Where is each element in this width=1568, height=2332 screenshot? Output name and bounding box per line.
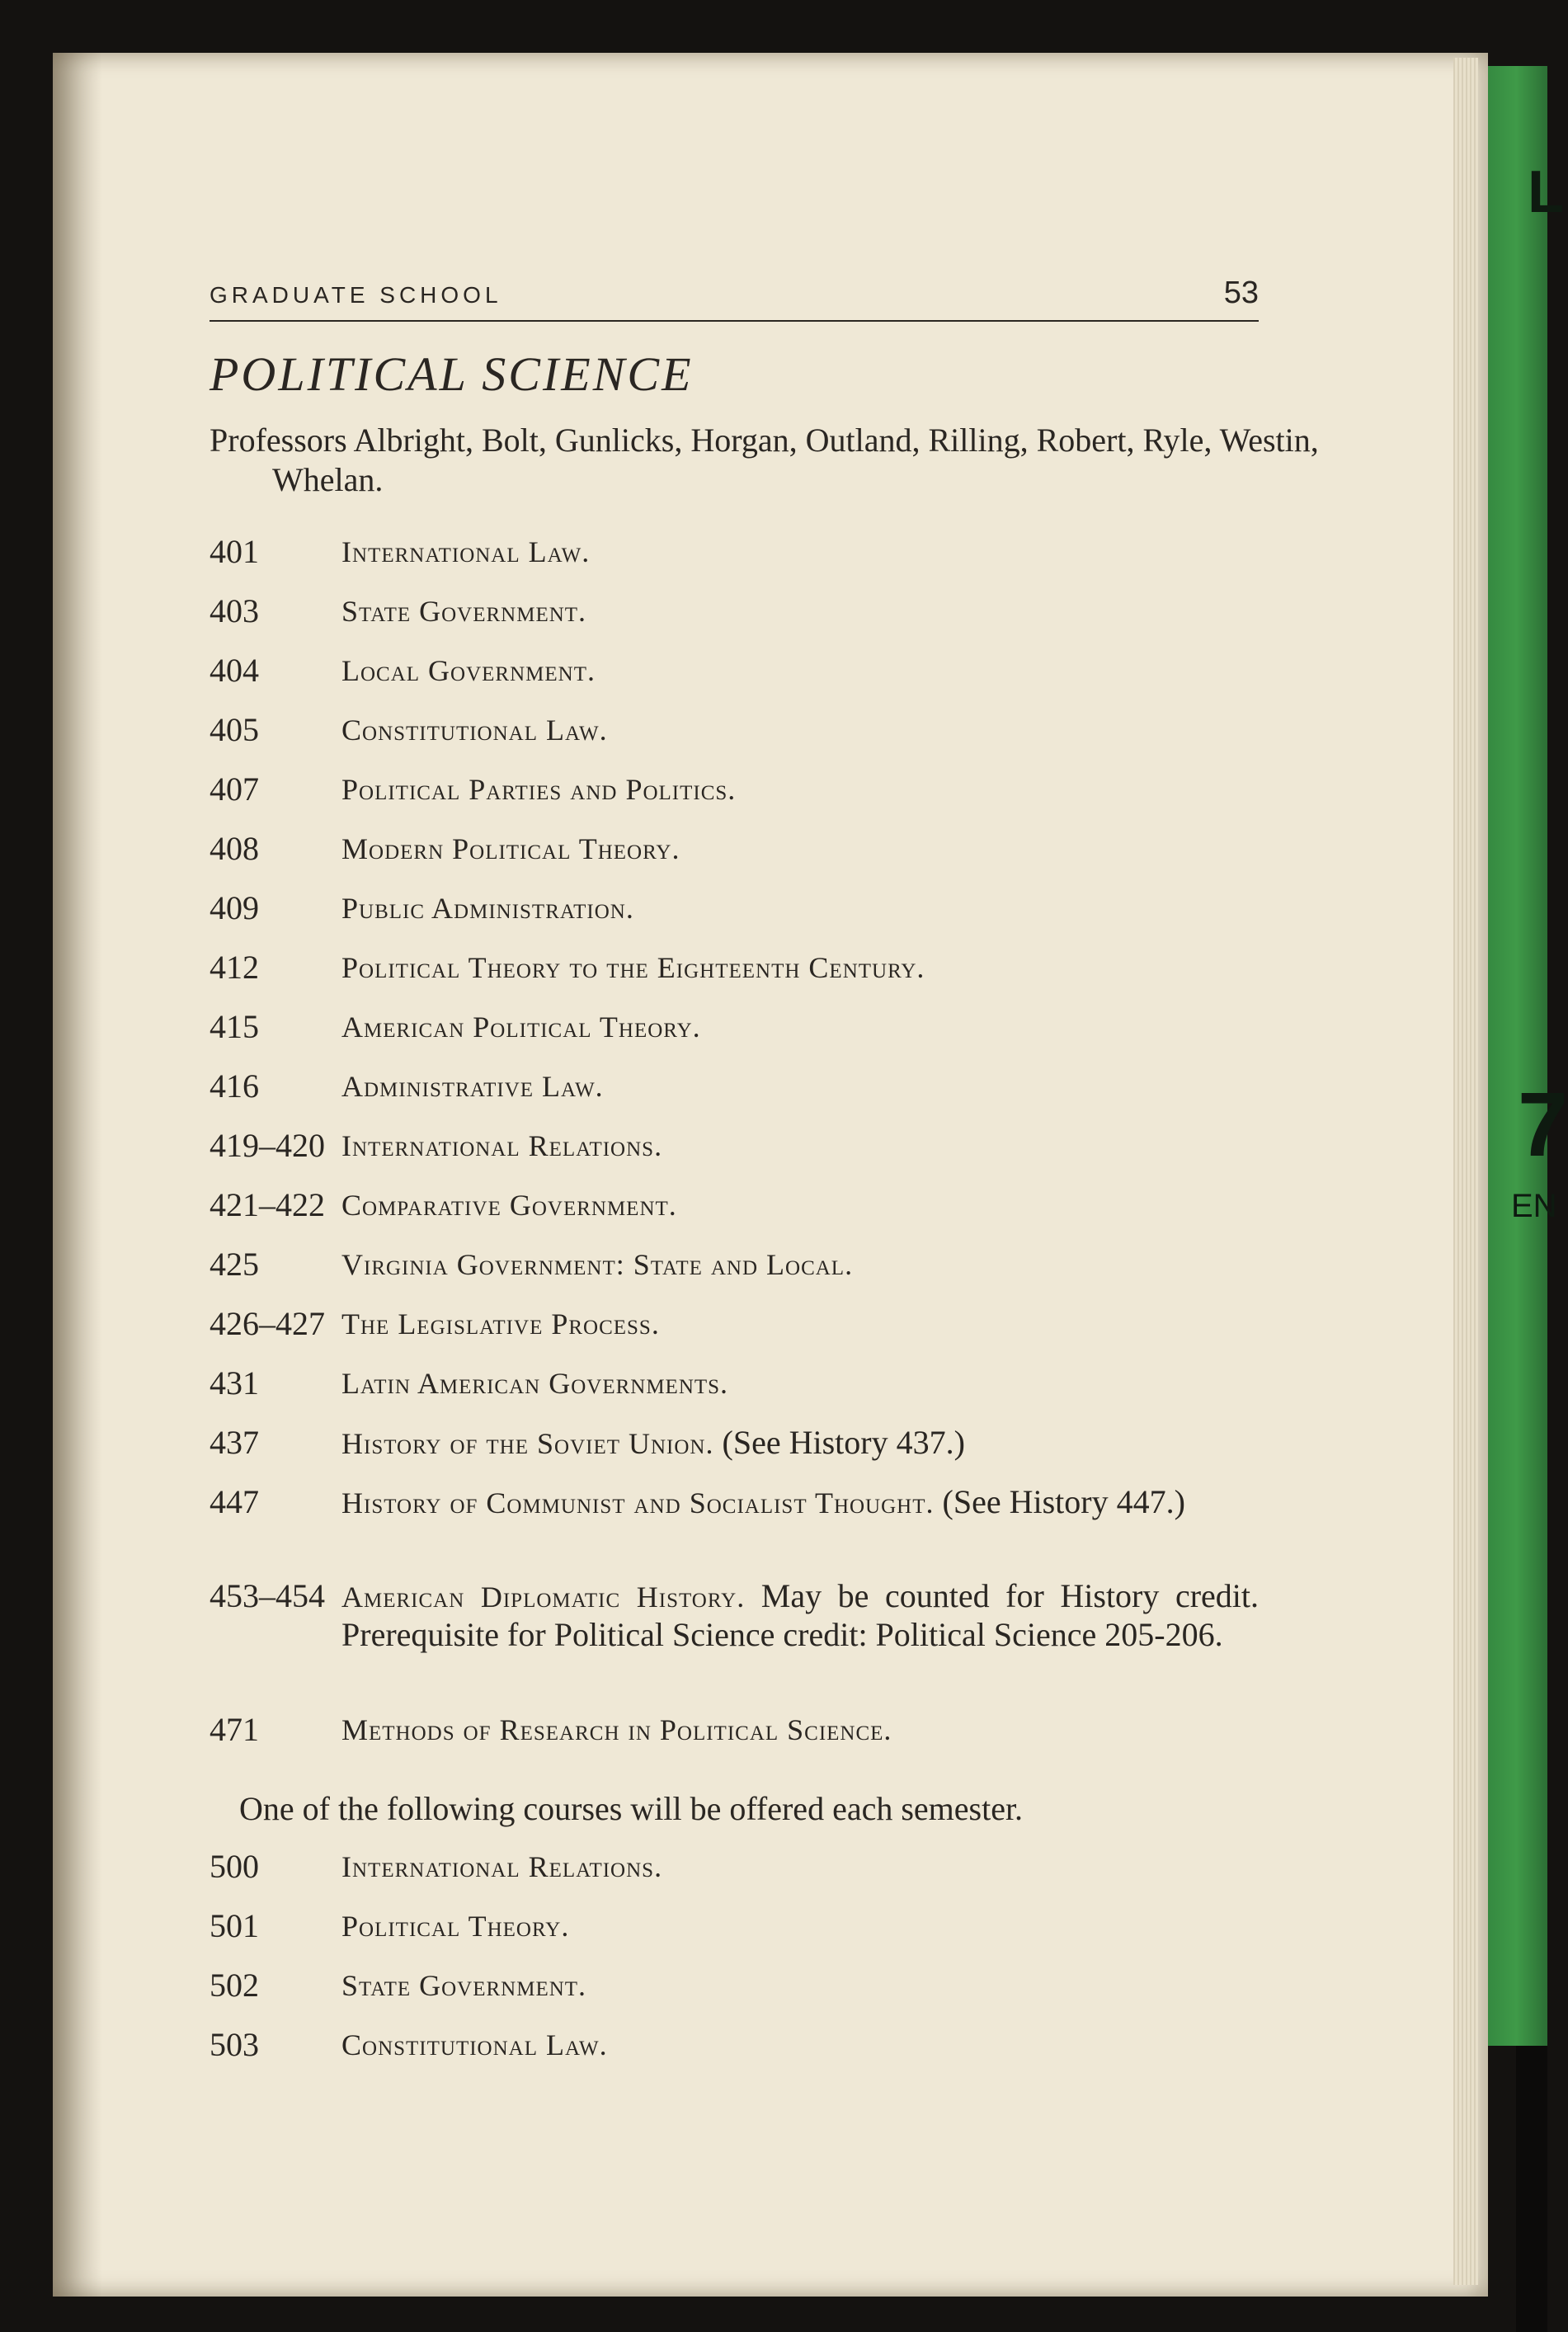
course-number: 412 [210, 949, 259, 986]
course-title [341, 1127, 1259, 1165]
course-number: 426–427 [210, 1305, 325, 1342]
course-number: 403 [210, 592, 259, 629]
seminar-title [341, 1907, 1259, 1945]
course-number: 401 [210, 533, 259, 570]
seminar-title-text: Constitutional Law. [341, 2028, 608, 2061]
course-title-text: Administrative Law. [341, 1070, 604, 1103]
course-title-text: History of the Soviet Union. [341, 1427, 714, 1460]
course-number: 405 [210, 711, 259, 748]
course-title-text: Latin American Governments. [341, 1367, 729, 1400]
course-number: 437 [210, 1424, 259, 1461]
seminar-title-text: State Government. [341, 1969, 587, 2002]
course-number: 447 [210, 1483, 259, 1520]
department-title: POLITICAL SCIENCE [210, 347, 694, 401]
running-head: GRADUATE SCHOOL [210, 282, 502, 308]
scan-background [1516, 2046, 1547, 2332]
course-title-text: Political Theory to the Eighteenth Century. [341, 951, 925, 984]
course-number: 404 [210, 652, 259, 689]
course-title-text: American Diplomatic History. [341, 1581, 746, 1614]
course-title-text: Comparative Government. [341, 1189, 677, 1222]
course-title-text: American Political Theory. [341, 1011, 701, 1044]
course-title [341, 1246, 1259, 1284]
course-title-text: State Government. [341, 595, 587, 628]
course-number: 416 [210, 1067, 259, 1105]
course-title-text: Virginia Government: State and Local. [341, 1248, 854, 1281]
page-header [210, 276, 1259, 322]
course-note: May be counted for History credit. Prerequisite for Political Science credit: Political Science 205-206. [341, 1577, 1259, 1653]
course-title [341, 711, 1259, 749]
course-title [341, 652, 1259, 690]
course-title [341, 1067, 1259, 1105]
course-title-text: The Legislative Process. [341, 1307, 660, 1340]
gutter-shadow [53, 53, 102, 2297]
course-number: 471 [210, 1711, 259, 1748]
course-title [341, 1711, 1259, 1749]
course-title [341, 533, 1259, 571]
course-title-text: International Relations. [341, 1129, 663, 1162]
course-title [341, 770, 1259, 808]
course-title-text: Public Administration. [341, 892, 634, 925]
course-title-text: Political Parties and Politics. [341, 773, 737, 806]
adjacent-fragment-2: 7 [1518, 1074, 1568, 1175]
course-title [341, 1577, 1259, 1655]
course-title-text: Modern Political Theory. [341, 832, 680, 865]
course-title [341, 889, 1259, 927]
course-title [341, 1364, 1259, 1402]
course-title [341, 1008, 1259, 1046]
course-number: 421–422 [210, 1186, 325, 1223]
offer-note: One of the following courses will be offered each semester. [239, 1790, 1024, 1827]
seminar-title-text: International Relations. [341, 1850, 663, 1883]
course-title [341, 1424, 1259, 1463]
course-note: (See History 437.) [713, 1424, 965, 1461]
page-stack-edge [1453, 58, 1478, 2285]
course-number: 409 [210, 889, 259, 926]
seminar-number: 501 [210, 1907, 259, 1944]
course-note: (See History 447.) [934, 1483, 1185, 1520]
course-number: 415 [210, 1008, 259, 1045]
seminar-number: 503 [210, 2026, 259, 2063]
course-title-text: Constitutional Law. [341, 714, 608, 747]
seminar-title-text: Political Theory. [341, 1910, 570, 1943]
course-title [341, 830, 1259, 868]
course-number: 453–454 [210, 1577, 325, 1614]
course-number: 431 [210, 1364, 259, 1402]
course-title-text: Local Government. [341, 654, 596, 687]
course-title [341, 1483, 1259, 1522]
course-number: 407 [210, 770, 259, 808]
course-title-text: International Law. [341, 535, 591, 568]
adjacent-fragment-1: L [1528, 159, 1564, 225]
seminar-number: 502 [210, 1967, 259, 2004]
seminar-number: 500 [210, 1848, 259, 1885]
course-number: 408 [210, 830, 259, 867]
course-number: 425 [210, 1246, 259, 1283]
course-number: 419–420 [210, 1127, 325, 1164]
course-title [341, 1305, 1259, 1343]
page-number: 53 [1223, 276, 1259, 310]
seminar-title [341, 2026, 1259, 2064]
seminar-title [341, 1967, 1259, 2005]
course-title [341, 592, 1259, 630]
seminar-title [341, 1848, 1259, 1886]
faculty-list: Professors Albright, Bolt, Gunlicks, Horgan, Outland, Rilling, Robert, Ryle, Westin, Whelan. [210, 422, 1319, 498]
course-title-text: Methods of Research in Political Science. [341, 1713, 892, 1746]
adjacent-fragment-3: EN [1511, 1188, 1557, 1224]
course-title-text: History of Communist and Socialist Thought. [341, 1486, 935, 1519]
course-title [341, 1186, 1259, 1224]
course-title [341, 949, 1259, 987]
